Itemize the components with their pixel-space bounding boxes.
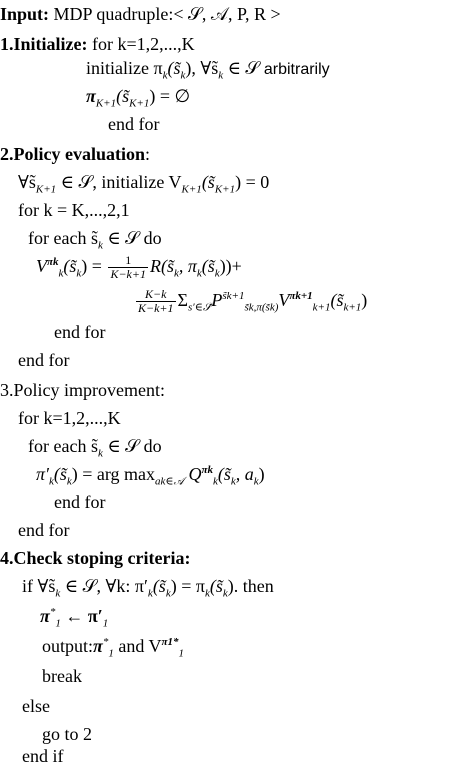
sub-kp1: k+1 [343, 301, 362, 314]
close-paren: ) [258, 464, 265, 484]
sub-k: k [55, 587, 61, 600]
step4-heading: 4.Check stoping criteria: [0, 548, 191, 568]
state-var: (s̃ [116, 86, 130, 106]
sub-k: k [66, 475, 72, 488]
then-text: ). then [227, 576, 274, 596]
new-policy-symbol: π′ [36, 464, 49, 484]
frac2-den: K−k+1 [138, 301, 174, 316]
step4-else: else [22, 696, 50, 716]
policy-term: , π [178, 256, 197, 276]
loop-text: for k=1,2,...,K [18, 408, 121, 428]
sub-1: 1 [102, 617, 109, 630]
sub-1: 1 [55, 617, 61, 630]
step3-loop [18, 406, 121, 430]
argmax-text: ) = arg max [71, 464, 156, 484]
sub-k: k [204, 587, 210, 600]
improvement-eq [36, 462, 265, 486]
policy-symbol: π [40, 606, 50, 626]
step4-goto: go to 2 [42, 724, 93, 744]
sub-kp1: k+1 [312, 301, 331, 314]
step4-endif: end if [22, 746, 64, 766]
frac2-num: K−k [136, 288, 176, 302]
plus: ))+ [219, 256, 242, 276]
sub-k: k [213, 475, 218, 488]
state-var: (s̃ [201, 256, 215, 276]
value-symbol: V [278, 290, 290, 310]
step2-end-for-inner: end for [54, 322, 106, 342]
step3-foreach [28, 434, 162, 458]
frac1-den: K−k+1 [110, 267, 146, 282]
policy-symbol: π [86, 86, 96, 106]
state-var: (s̃ [152, 576, 166, 596]
step1-title: 1.Initialize: [0, 34, 88, 54]
step2-foreach [28, 226, 162, 250]
foreach-set: ∈ 𝒮 do [107, 436, 162, 456]
step1-empty-line [86, 84, 190, 108]
input-label: Input: [0, 4, 50, 24]
sub-k: k [58, 267, 64, 280]
if-text: if ∀s̃ [22, 576, 56, 596]
value-symbol: V [36, 256, 47, 276]
set-s: ∈ 𝒮 [227, 58, 260, 78]
forall-text: ∀s̃ [18, 172, 36, 192]
sub-p: s̃k,π(s̃k) [244, 301, 279, 314]
reward-term: R(s̃ [149, 256, 174, 276]
action-var: , a [235, 464, 254, 484]
sup-star: * [102, 636, 109, 648]
sup-pi1star: π1* [161, 636, 179, 648]
frac1-num: 1 [108, 254, 148, 268]
foreach-text: for each s̃ [28, 228, 98, 248]
init-v-text: ∈ 𝒮, initialize V [60, 172, 182, 192]
sub-k: k [214, 267, 220, 280]
step4-assign [40, 604, 108, 628]
sub-k: k [180, 69, 186, 82]
empty-set-text: ) = ∅ [149, 86, 191, 106]
sub-K1: K+1 [214, 183, 236, 196]
step2-heading [0, 142, 150, 166]
sub-1: 1 [178, 647, 185, 660]
sub-argmax: ak∈𝒜 [155, 475, 184, 488]
step2-title: 2.Policy evaluation [0, 144, 145, 164]
sub-K1: K+1 [35, 183, 57, 196]
if-cond: ∈ 𝒮, ∀k: π′ [64, 576, 148, 596]
sup-pikp1: πk+1 [289, 290, 313, 302]
sub-k: k [162, 69, 168, 82]
state-var: (s̃ [63, 256, 77, 276]
sub-K1: K+1 [95, 97, 117, 110]
if-equal: ) = π [170, 576, 205, 596]
sub-k: k [165, 587, 171, 600]
forall-text: ), ∀s̃ [185, 58, 219, 78]
sub-k: k [173, 267, 179, 280]
state-var: (s̃ [167, 58, 181, 78]
state-var: (s̃ [217, 464, 231, 484]
sub-1: 1 [108, 647, 114, 660]
sum-symbol: Σ [177, 290, 189, 310]
sub-k: k [48, 475, 54, 488]
arbitrarily-text: arbitrarily [263, 61, 330, 78]
sup-star: * [49, 606, 56, 618]
foreach-set: ∈ 𝒮 do [107, 228, 162, 248]
sub-k: k [222, 587, 228, 600]
state-var: (s̃ [201, 172, 215, 192]
state-var: (s̃ [53, 464, 67, 484]
input-line [0, 2, 281, 26]
sub-sum: s′∈𝒮̃ [188, 301, 212, 314]
sup-pik: πk [201, 464, 213, 476]
step1-init-text: initialize π [86, 58, 163, 78]
q-symbol: Q [188, 464, 202, 484]
output-label: output: [42, 636, 94, 656]
policy-symbol: π [93, 636, 103, 656]
step2-colon: : [145, 144, 151, 164]
bellman-eq-line2 [134, 288, 367, 315]
foreach-text: for each s̃ [28, 436, 98, 456]
step1-heading [0, 32, 195, 56]
step1-loop: for k=1,2,...,K [92, 34, 195, 54]
equals-zero: ) = 0 [235, 172, 270, 192]
sub-K1: K+1 [181, 183, 202, 196]
sub-k: k [218, 69, 224, 82]
sub-K1: K+1 [129, 97, 150, 110]
step4-if [22, 574, 274, 598]
fraction-1 [108, 254, 148, 281]
step4-output [42, 634, 184, 658]
close-paren: ) [361, 290, 368, 310]
transition-symbol: P [211, 290, 223, 310]
sub-k: k [230, 475, 236, 488]
step1-init-line [86, 56, 330, 82]
assign-arrow: ← π′ [65, 606, 103, 626]
fraction-2 [136, 288, 176, 315]
equals: ) = [81, 256, 102, 276]
bellman-eq-line1 [36, 254, 242, 281]
step3-end-for-outer: end for [18, 520, 70, 540]
sub-k: k [147, 587, 153, 600]
step3-heading: 3.Policy improvement: [0, 380, 165, 400]
sub-k: k [76, 267, 82, 280]
state-var: (s̃ [330, 290, 344, 310]
output-and: and V [118, 636, 162, 656]
sub-k: k [97, 447, 103, 460]
sup-pik: πk [47, 256, 59, 268]
input-text: MDP quadruple:< 𝒮, 𝒜, P, R > [53, 4, 281, 24]
step2-init-line [18, 170, 269, 194]
step4-break: break [42, 666, 82, 686]
sub-k: k [97, 239, 103, 252]
sub-k: k [196, 267, 202, 280]
step2-loop: for k = K,...,2,1 [18, 200, 130, 220]
step2-end-for-outer: end for [18, 350, 70, 370]
step1-end-for: end for [108, 114, 160, 134]
step3-end-for-inner: end for [54, 492, 106, 512]
state-var: (s̃ [209, 576, 223, 596]
sup-p: s̃k+1 [222, 290, 245, 302]
sub-k: k [253, 475, 259, 488]
